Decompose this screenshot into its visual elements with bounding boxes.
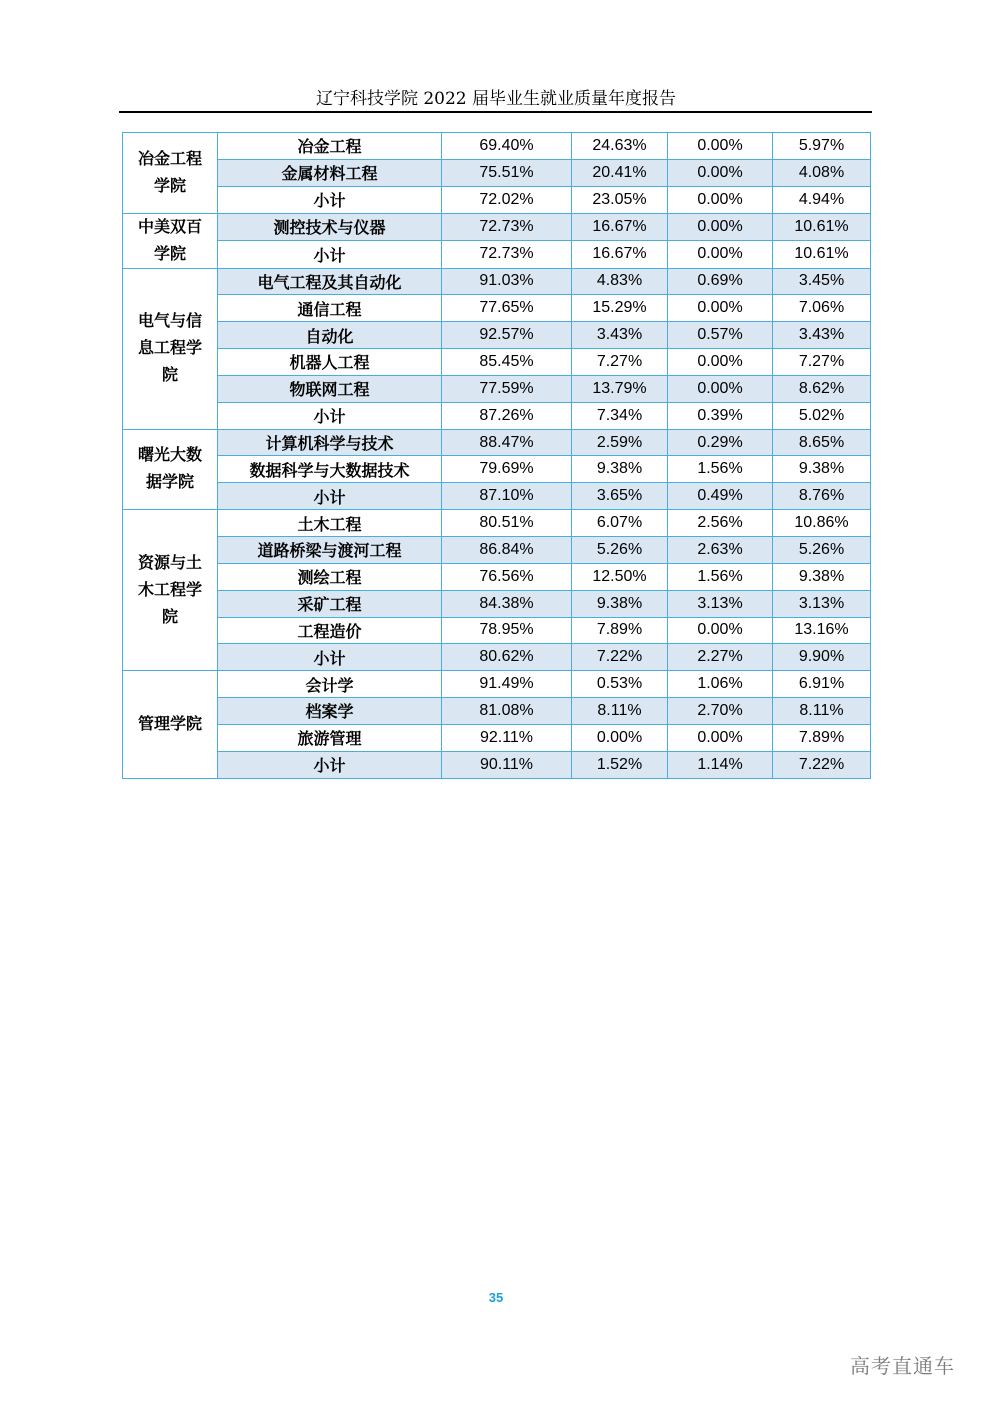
percentage-cell: 3.65% <box>572 483 668 510</box>
percentage-cell: 2.63% <box>668 536 773 563</box>
percentage-cell: 7.22% <box>572 644 668 671</box>
percentage-cell: 5.02% <box>773 402 871 429</box>
table-row <box>123 563 871 590</box>
percentage-cell: 8.11% <box>773 698 871 725</box>
percentage-cell: 1.56% <box>668 456 773 483</box>
percentage-cell: 3.13% <box>773 590 871 617</box>
table-row <box>123 213 871 241</box>
table-row <box>123 268 871 295</box>
percentage-cell: 76.56% <box>442 563 572 590</box>
subtotal-label-cell: 小计 <box>218 186 442 213</box>
percentage-cell: 72.02% <box>442 186 572 213</box>
table-row <box>123 483 871 510</box>
percentage-cell: 9.38% <box>572 590 668 617</box>
major-name-cell: 工程造价 <box>218 617 442 644</box>
percentage-cell: 9.38% <box>773 563 871 590</box>
percentage-cell: 7.34% <box>572 402 668 429</box>
percentage-cell: 13.79% <box>572 375 668 402</box>
subtotal-label-cell: 小计 <box>218 483 442 510</box>
major-name-cell: 金属材料工程 <box>218 159 442 186</box>
major-name-cell: 档案学 <box>218 698 442 725</box>
percentage-cell: 16.67% <box>572 213 668 241</box>
percentage-cell: 92.11% <box>442 724 572 751</box>
percentage-cell: 12.50% <box>572 563 668 590</box>
percentage-cell: 72.73% <box>442 213 572 241</box>
percentage-cell: 1.06% <box>668 671 773 698</box>
percentage-cell: 5.26% <box>773 536 871 563</box>
table-row <box>123 671 871 698</box>
percentage-cell: 7.27% <box>773 349 871 376</box>
percentage-cell: 0.00% <box>668 375 773 402</box>
percentage-cell: 0.49% <box>668 483 773 510</box>
percentage-cell: 88.47% <box>442 429 572 456</box>
percentage-cell: 0.00% <box>668 213 773 241</box>
percentage-cell: 75.51% <box>442 159 572 186</box>
college-name-cell: 曙光大数据学院 <box>123 429 218 510</box>
table-row <box>123 751 871 778</box>
table-row <box>123 590 871 617</box>
subtotal-label-cell: 小计 <box>218 644 442 671</box>
major-name-cell: 土木工程 <box>218 510 442 537</box>
percentage-cell: 10.86% <box>773 510 871 537</box>
major-name-cell: 通信工程 <box>218 295 442 322</box>
percentage-cell: 0.00% <box>668 133 773 160</box>
percentage-cell: 7.89% <box>773 724 871 751</box>
percentage-cell: 0.00% <box>668 241 773 269</box>
percentage-cell: 87.10% <box>442 483 572 510</box>
major-name-cell: 物联网工程 <box>218 375 442 402</box>
table-row <box>123 456 871 483</box>
percentage-cell: 0.69% <box>668 268 773 295</box>
percentage-cell: 9.38% <box>572 456 668 483</box>
table-row <box>123 536 871 563</box>
employment-rate-table <box>122 132 871 779</box>
percentage-cell: 87.26% <box>442 402 572 429</box>
percentage-cell: 0.29% <box>668 429 773 456</box>
major-name-cell: 电气工程及其自动化 <box>218 268 442 295</box>
table-row <box>123 698 871 725</box>
percentage-cell: 8.76% <box>773 483 871 510</box>
percentage-cell: 13.16% <box>773 617 871 644</box>
percentage-cell: 0.00% <box>668 349 773 376</box>
percentage-cell: 0.00% <box>572 724 668 751</box>
percentage-cell: 91.03% <box>442 268 572 295</box>
subtotal-label-cell: 小计 <box>218 241 442 269</box>
percentage-cell: 3.43% <box>572 322 668 349</box>
percentage-cell: 81.08% <box>442 698 572 725</box>
subtotal-label-cell: 小计 <box>218 751 442 778</box>
percentage-cell: 6.91% <box>773 671 871 698</box>
table-row <box>123 349 871 376</box>
percentage-cell: 77.59% <box>442 375 572 402</box>
percentage-cell: 92.57% <box>442 322 572 349</box>
major-name-cell: 数据科学与大数据技术 <box>218 456 442 483</box>
percentage-cell: 0.57% <box>668 322 773 349</box>
percentage-cell: 9.90% <box>773 644 871 671</box>
percentage-cell: 5.26% <box>572 536 668 563</box>
table-row <box>123 429 871 456</box>
percentage-cell: 7.27% <box>572 349 668 376</box>
major-name-cell: 测控技术与仪器 <box>218 213 442 241</box>
percentage-cell: 23.05% <box>572 186 668 213</box>
percentage-cell: 0.00% <box>668 295 773 322</box>
percentage-cell: 7.22% <box>773 751 871 778</box>
percentage-cell: 0.00% <box>668 724 773 751</box>
percentage-cell: 0.39% <box>668 402 773 429</box>
table-row <box>123 295 871 322</box>
percentage-cell: 16.67% <box>572 241 668 269</box>
major-name-cell: 机器人工程 <box>218 349 442 376</box>
percentage-cell: 15.29% <box>572 295 668 322</box>
percentage-cell: 0.00% <box>668 159 773 186</box>
percentage-cell: 1.14% <box>668 751 773 778</box>
percentage-cell: 69.40% <box>442 133 572 160</box>
college-name-cell: 冶金工程学院 <box>123 133 218 214</box>
percentage-cell: 1.56% <box>668 563 773 590</box>
percentage-cell: 7.89% <box>572 617 668 644</box>
table-row <box>123 322 871 349</box>
major-name-cell: 会计学 <box>218 671 442 698</box>
subtotal-label-cell: 小计 <box>218 402 442 429</box>
table-row <box>123 241 871 269</box>
percentage-cell: 77.65% <box>442 295 572 322</box>
percentage-cell: 2.56% <box>668 510 773 537</box>
percentage-cell: 84.38% <box>442 590 572 617</box>
percentage-cell: 0.00% <box>668 617 773 644</box>
header-divider <box>119 111 872 113</box>
percentage-cell: 10.61% <box>773 241 871 269</box>
percentage-cell: 9.38% <box>773 456 871 483</box>
percentage-cell: 10.61% <box>773 213 871 241</box>
percentage-cell: 4.83% <box>572 268 668 295</box>
percentage-cell: 8.11% <box>572 698 668 725</box>
percentage-cell: 2.59% <box>572 429 668 456</box>
table-row <box>123 159 871 186</box>
percentage-cell: 79.69% <box>442 456 572 483</box>
percentage-cell: 80.51% <box>442 510 572 537</box>
percentage-cell: 86.84% <box>442 536 572 563</box>
table-row <box>123 375 871 402</box>
page-header-title: 辽宁科技学院 2022 届毕业生就业质量年度报告 <box>315 89 677 109</box>
college-name-cell: 资源与土木工程学院 <box>123 510 218 671</box>
table-row <box>123 724 871 751</box>
major-name-cell: 道路桥梁与渡河工程 <box>218 536 442 563</box>
table-body <box>123 133 871 779</box>
percentage-cell: 20.41% <box>572 159 668 186</box>
percentage-cell: 8.62% <box>773 375 871 402</box>
percentage-cell: 24.63% <box>572 133 668 160</box>
percentage-cell: 91.49% <box>442 671 572 698</box>
percentage-cell: 90.11% <box>442 751 572 778</box>
table-row <box>123 510 871 537</box>
table-row <box>123 644 871 671</box>
college-name-cell: 电气与信息工程学院 <box>123 268 218 429</box>
percentage-cell: 3.45% <box>773 268 871 295</box>
percentage-cell: 80.62% <box>442 644 572 671</box>
percentage-cell: 3.13% <box>668 590 773 617</box>
percentage-cell: 3.43% <box>773 322 871 349</box>
percentage-cell: 85.45% <box>442 349 572 376</box>
percentage-cell: 7.06% <box>773 295 871 322</box>
percentage-cell: 4.08% <box>773 159 871 186</box>
table-row <box>123 402 871 429</box>
percentage-cell: 78.95% <box>442 617 572 644</box>
percentage-cell: 72.73% <box>442 241 572 269</box>
major-name-cell: 旅游管理 <box>218 724 442 751</box>
percentage-cell: 5.97% <box>773 133 871 160</box>
major-name-cell: 自动化 <box>218 322 442 349</box>
college-name-cell: 中美双百学院 <box>123 213 218 268</box>
percentage-cell: 2.70% <box>668 698 773 725</box>
major-name-cell: 测绘工程 <box>218 563 442 590</box>
percentage-cell: 2.27% <box>668 644 773 671</box>
table-row <box>123 617 871 644</box>
percentage-cell: 6.07% <box>572 510 668 537</box>
watermark-text: 高考直通车 <box>850 1354 955 1378</box>
college-name-cell: 管理学院 <box>123 671 218 778</box>
percentage-cell: 4.94% <box>773 186 871 213</box>
percentage-cell: 8.65% <box>773 429 871 456</box>
page-number: 35 <box>488 1290 504 1305</box>
table-row <box>123 186 871 213</box>
major-name-cell: 冶金工程 <box>218 133 442 160</box>
table-row <box>123 133 871 160</box>
percentage-cell: 0.00% <box>668 186 773 213</box>
major-name-cell: 采矿工程 <box>218 590 442 617</box>
major-name-cell: 计算机科学与技术 <box>218 429 442 456</box>
percentage-cell: 0.53% <box>572 671 668 698</box>
percentage-cell: 1.52% <box>572 751 668 778</box>
